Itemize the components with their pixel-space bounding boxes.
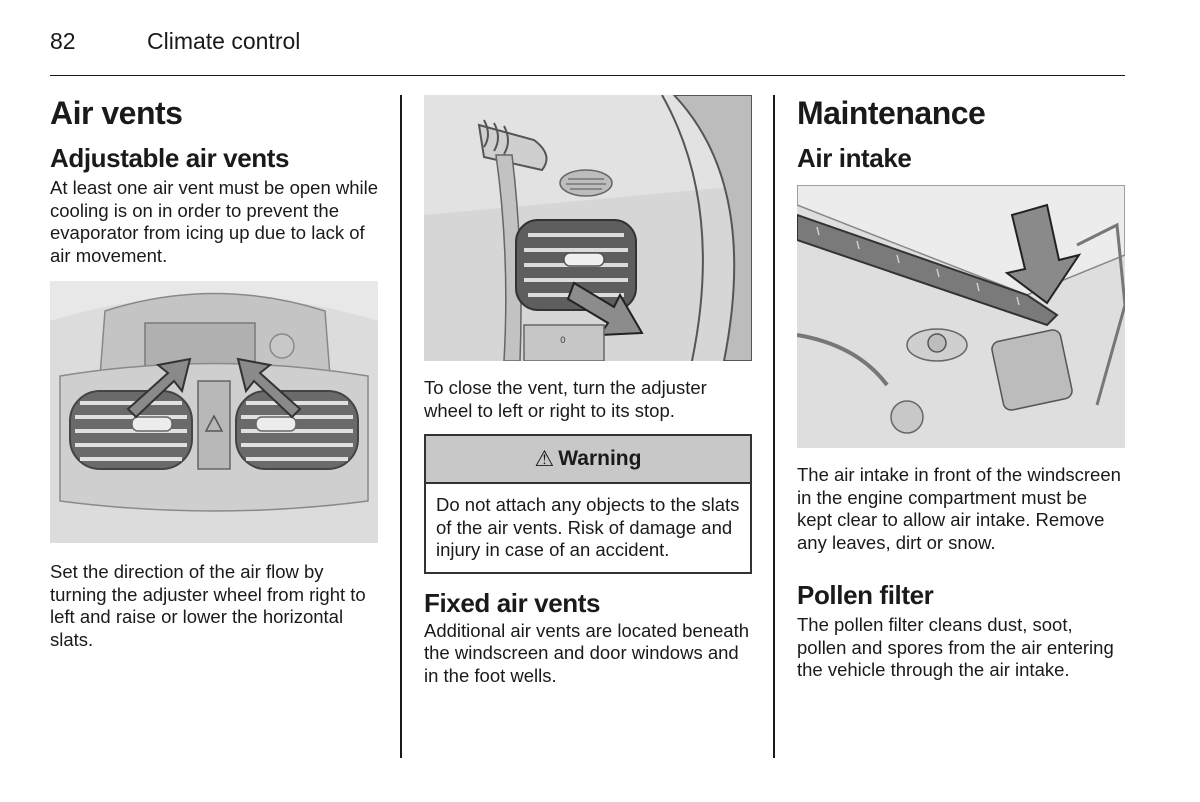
figure-side-vent [424,95,752,361]
column-maintenance [797,95,1127,682]
section-title: Climate control [147,28,301,54]
column-vent-closing [424,95,752,687]
page-header [50,24,1125,76]
paragraph-air-intake: The air intake in front of the windscreen in the engine compartment must be kept clear to allow air intake. Remove any leaves, dirt or snow. [797,464,1121,553]
paragraph-pollen-filter: The pollen filter cleans dust, soot, pollen and spores from the air entering the vehicle through the air intake. [797,614,1114,680]
warning-text: Do not attach any objects to the slats of the air vents. Risk of damage and injury in case of an accident. [436,494,740,560]
warning-body [426,484,750,572]
paragraph-fixed-vents: Additional air vents are located beneath the windscreen and door windows and in the foot wells. [424,619,749,686]
svg-text:0: 0 [560,336,566,346]
heading-air-intake: Air intake [797,143,912,173]
warning-header [426,436,750,484]
warning-box [424,434,752,574]
heading-adjustable-air-vents: Adjustable air vents [50,143,290,173]
figure-air-intake [797,185,1125,448]
column-air-vents [50,95,380,651]
paragraph-airflow-direction: Set the direction of the air flow by turning the adjuster wheel from right to left and raise or lower the horizontal slats. [50,561,366,650]
paragraph-close-vent: To close the vent, turn the adjuster wheel to left or right to its stop. [424,377,707,421]
page-number: 82 [50,28,76,54]
heading-pollen-filter: Pollen filter [797,580,934,610]
paragraph-intro: At least one air vent must be open while cooling is on in order to prevent the evaporator from icing up due to lack of air movement. [50,177,379,266]
heading-air-vents: Air vents [50,95,183,131]
heading-fixed-air-vents: Fixed air vents [424,587,601,618]
warning-title: Warning [558,447,642,470]
figure-dashboard-vents [50,281,378,543]
column-divider [400,95,402,758]
column-divider [773,95,775,758]
heading-maintenance: Maintenance [797,95,986,131]
warning-triangle-icon: ⚠ [534,446,555,471]
